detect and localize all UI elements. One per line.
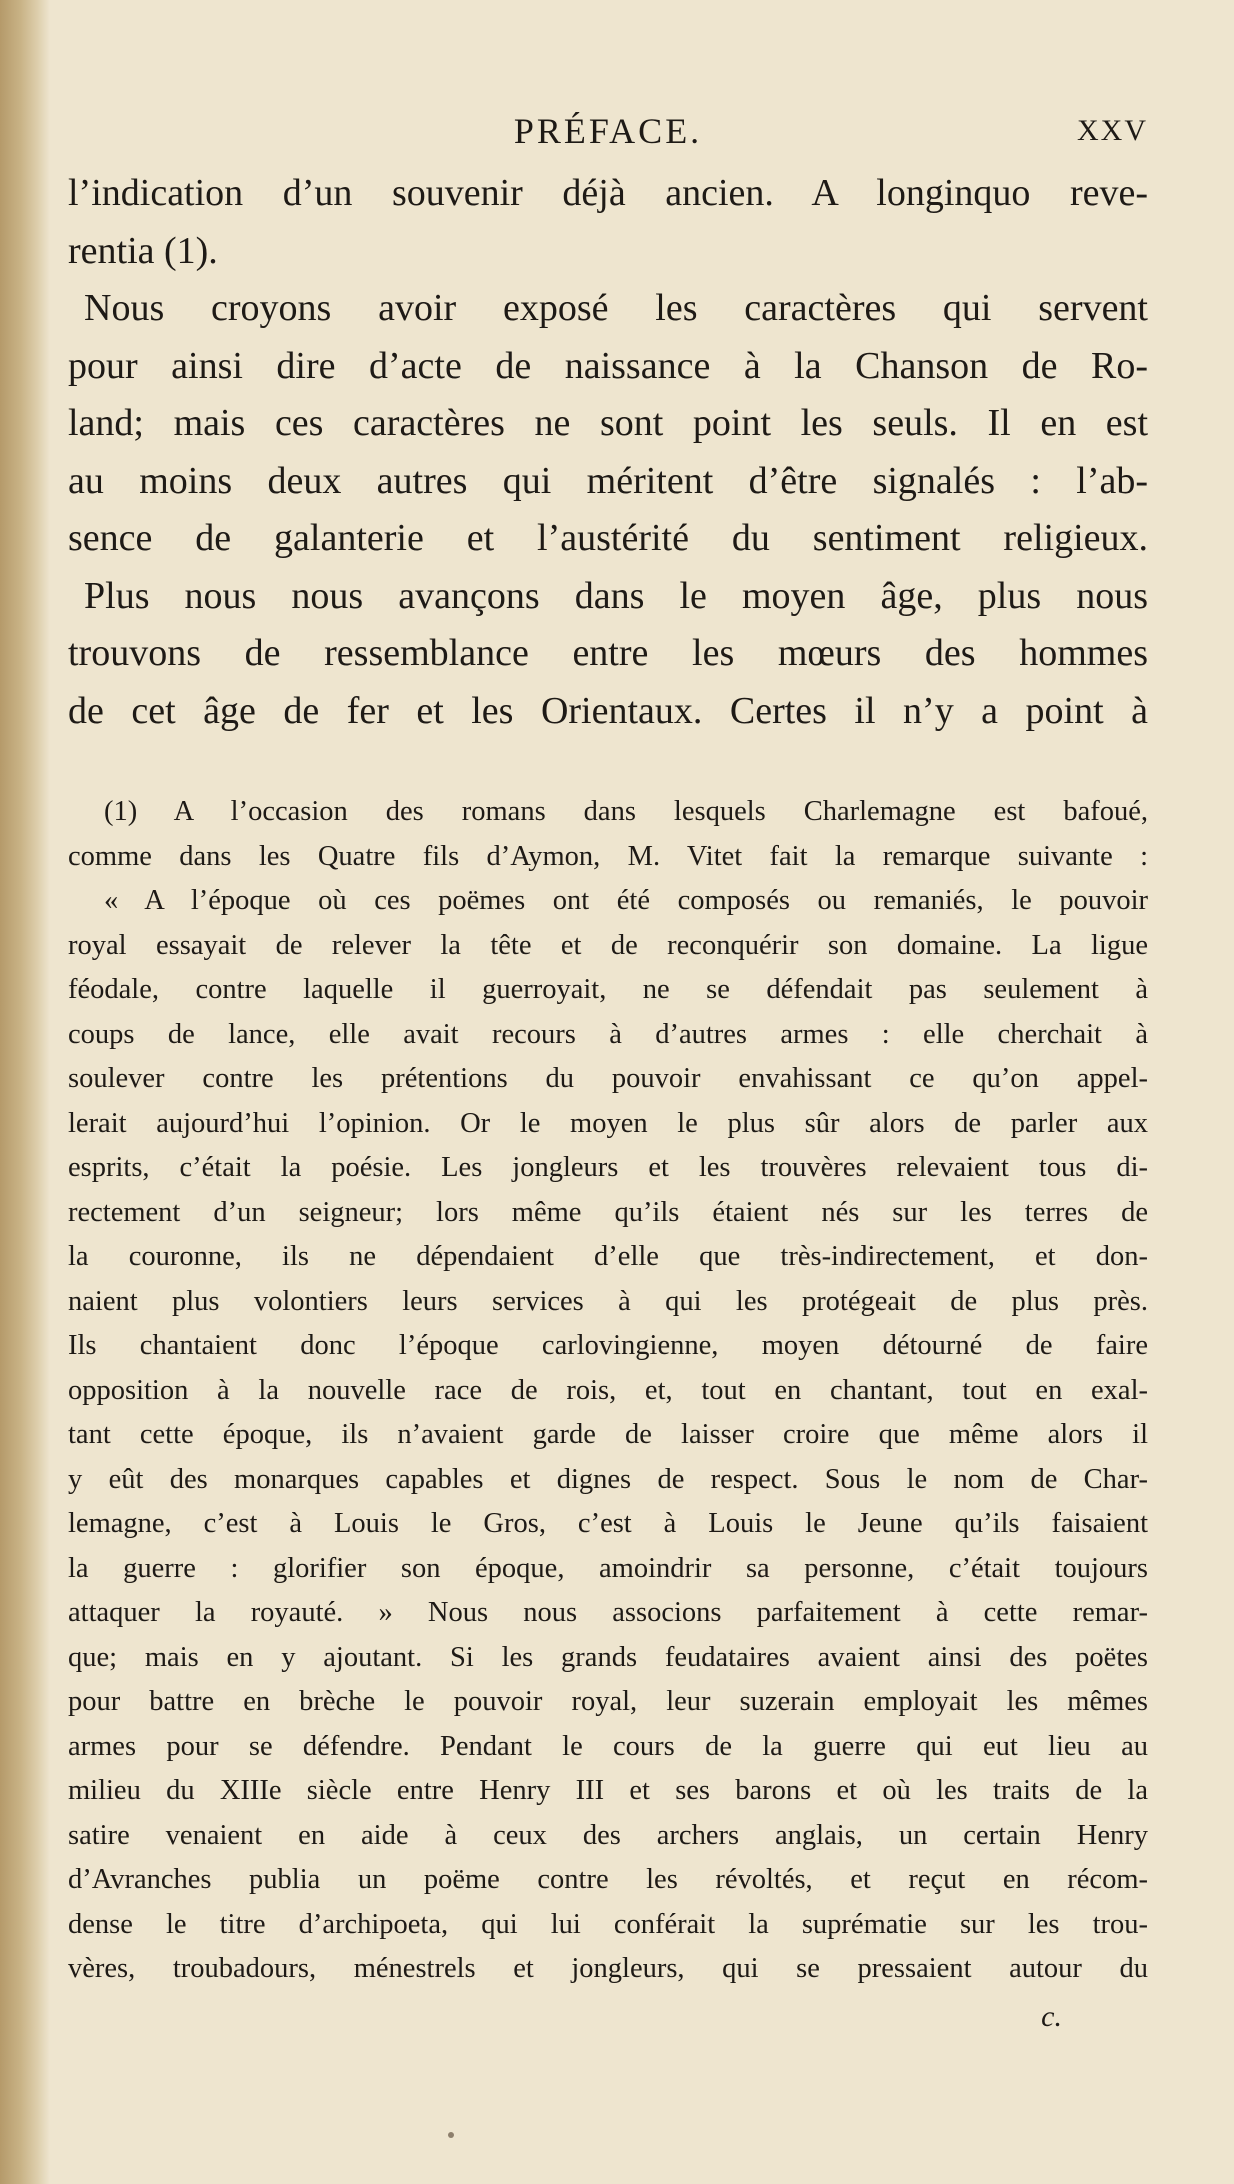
footnote-line: tant cette époque, ils n’avaient garde de laisser croire que même alors il [68,1419,1148,1450]
footnote-line: pour battre en brèche le pouvoir royal, leur suzerain employait les mêmes [68,1686,1148,1717]
page-title: PRÉFACE. [513,111,703,151]
footnote-line: naient plus volontiers leurs services à qui les protégeait de plus près. [68,1285,1148,1317]
body-line: Plus nous nous avançons dans le moyen âge, plus nous [84,574,1148,617]
body-line: pour ainsi dire d’acte de naissance à la Chanson de Ro- [68,344,1148,387]
footnote-line: la guerre : glorifier son époque, amoindrir sa personne, c’était toujours [68,1552,1148,1584]
footnote-line: féodale, contre laquelle il guerroyait, ne se défendait pas seulement à [68,974,1148,1005]
footnote-line: dense le titre d’archipoeta, qui lui conférait la suprématie sur les trou- [68,1908,1148,1940]
footnote-line: satire venaient en aide à ceux des archers anglais, un certain Henry [68,1819,1148,1851]
body-line: trouvons de ressemblance entre les mœurs des hommes [68,632,1148,674]
footnote-line: lemagne, c’est à Louis le Gros, c’est à Louis le Jeune qu’ils faisaient [68,1508,1148,1539]
footnote-line: la couronne, ils ne dépendaient d’elle que très-indirectement, et don- [68,1241,1148,1272]
footnote-line: royal essayait de relever la tête et de reconquérir son domaine. La ligue [68,929,1148,961]
footnote-line: coups de lance, elle avait recours à d’autres armes : elle cherchait à [68,1018,1148,1050]
body-line: sence de galanterie et l’austérité du sentiment religieux. [68,517,1148,559]
paper-speck [448,2132,454,2138]
footnote-line: comme dans les Quatre fils d’Aymon, M. Vitet fait la remarque suivante : [68,840,1148,872]
footnote-line: attaquer la royauté. » Nous nous associons parfaitement à cette remar- [68,1597,1148,1628]
body-line: land; mais ces caractères ne sont point les seuls. Il en est [68,402,1148,444]
footnote-line: milieu du XIIIe siècle entre Henry III et ses barons et où les traits de la [68,1775,1148,1806]
footnote-line: lerait aujourd’hui l’opinion. Or le moyen le plus sûr alors de parler aux [68,1107,1148,1139]
page-number: XXV [1077,114,1148,147]
footnote-line: esprits, c’était la poésie. Les jongleurs et les trouvères relevaient tous di- [68,1152,1148,1183]
body-line: l’indication d’un souvenir déjà ancien. A longinquo reve- [68,172,1148,214]
footnote-line: que; mais en y ajoutant. Si les grands feudataires avaient ainsi des poëtes [68,1641,1148,1673]
footnote-line: vères, troubadours, ménestrels et jongleurs, qui se pressaient autour du [68,1953,1148,1984]
footnote-line: soulever contre les prétentions du pouvoir envahissant ce qu’on appel- [68,1063,1148,1094]
body-text [68,165,1148,740]
footnote-line: Ils chantaient donc l’époque carlovingienne, moyen détourné de faire [68,1330,1148,1361]
footnote-line: d’Avranches publia un poëme contre les révoltés, et reçut en récom- [68,1864,1148,1895]
body-line: au moins deux autres qui méritent d’être signalés : l’ab- [68,459,1148,502]
footnote-line: armes pour se défendre. Pendant le cours de la guerre qui eut lieu au [68,1730,1148,1762]
body-line: Nous croyons avoir exposé les caractères qui servent [84,287,1148,329]
footnote-line: opposition à la nouvelle race de rois, et, tout en chantant, tout en exal- [68,1374,1148,1406]
running-head [68,110,1148,154]
footnote-line: y eût des monarques capables et dignes de respect. Sous le nom de Char- [68,1463,1148,1495]
footnote-line: (1) A l’occasion des romans dans lesquels Charlemagne est bafoué, [104,796,1148,827]
footnote [68,790,1148,1992]
body-line: de cet âge de fer et les Orientaux. Certes il n’y a point à [68,689,1148,732]
signature-mark: c. [1041,2000,1062,2033]
body-line: rentia (1). [68,229,218,272]
footnote-line: rectement d’un seigneur; lors même qu’ils étaient nés sur les terres de [68,1196,1148,1228]
footnote-line: « A l’époque où ces poëmes ont été composés ou remaniés, le pouvoir [104,885,1148,916]
